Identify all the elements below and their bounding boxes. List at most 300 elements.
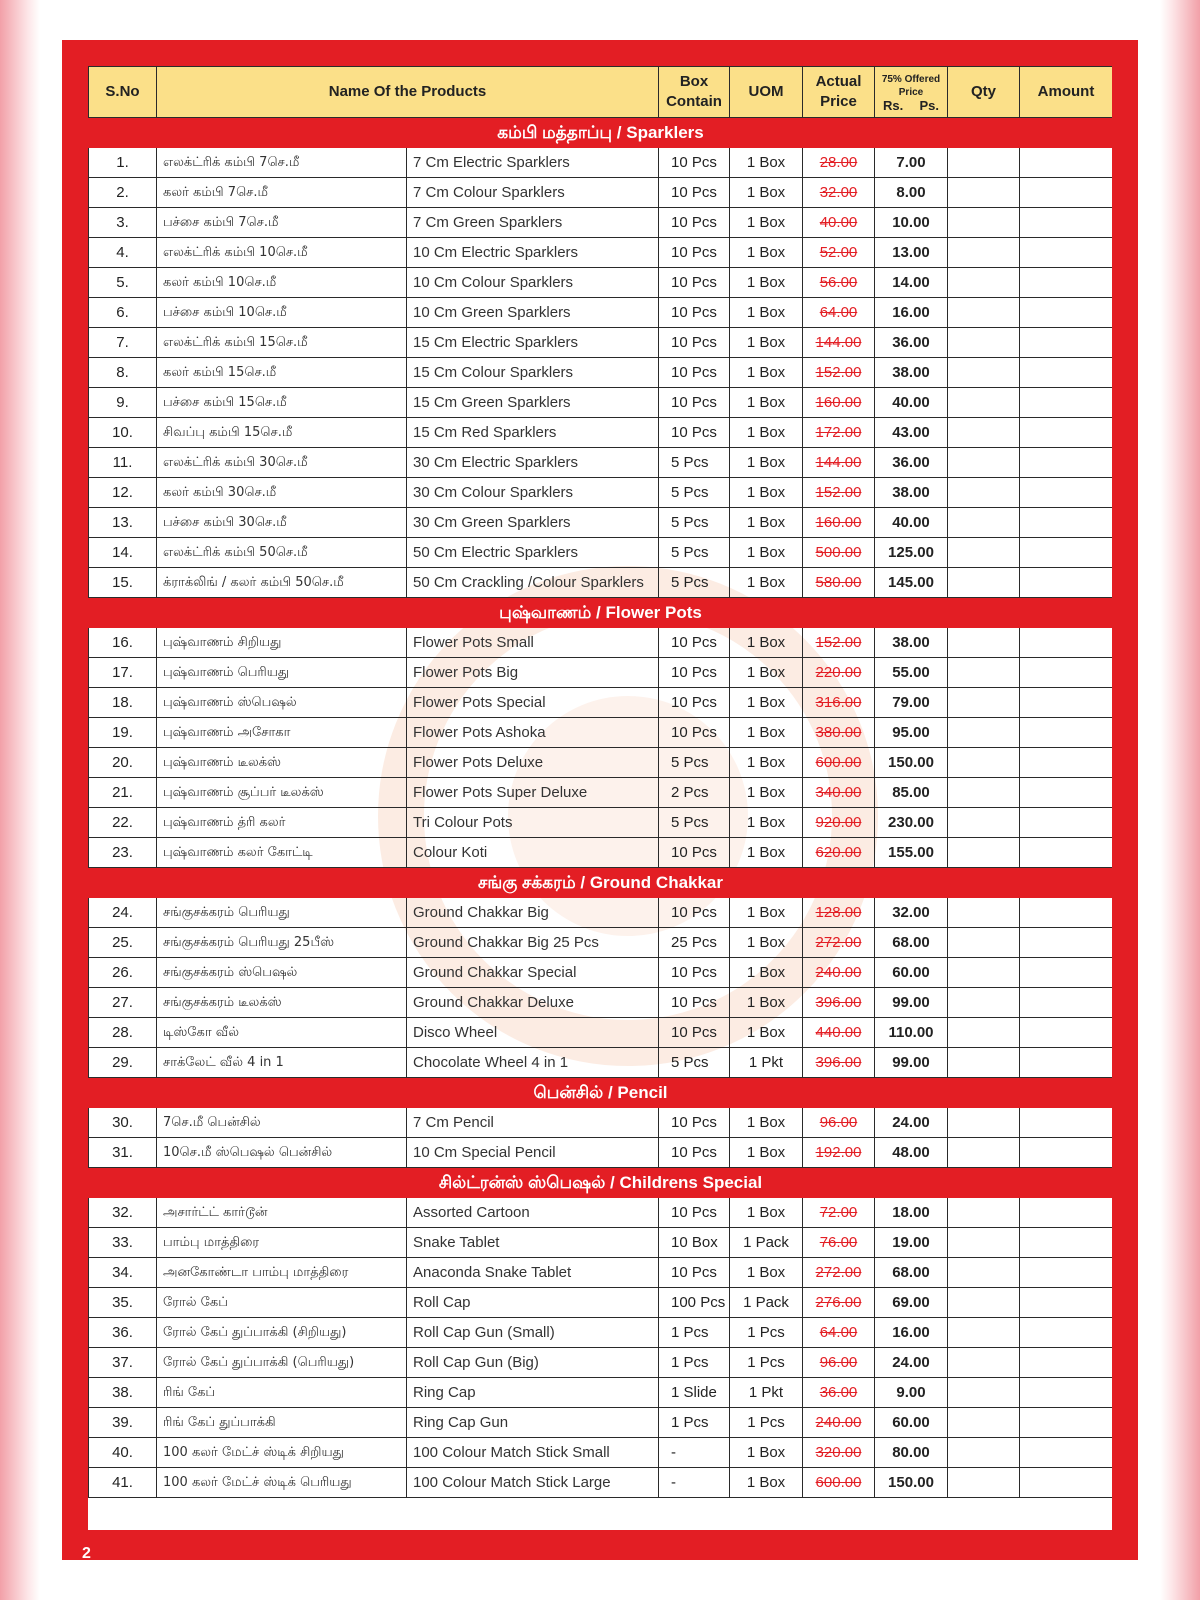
amount-cell[interactable] <box>1020 238 1113 268</box>
box-contain: 100 Pcs <box>659 1288 730 1318</box>
amount-cell[interactable] <box>1020 1438 1113 1468</box>
offered-price: 19.00 <box>875 1228 948 1258</box>
uom: 1 Box <box>730 568 803 598</box>
uom: 1 Box <box>730 208 803 238</box>
product-name-tamil: ரோல் கேப் துப்பாக்கி (சிறியது) <box>157 1318 407 1348</box>
product-name-tamil: ரோல் கேப் துப்பாக்கி (பெரியது) <box>157 1348 407 1378</box>
product-name-english: Ground Chakkar Big <box>407 898 659 928</box>
amount-cell[interactable] <box>1020 298 1113 328</box>
actual-price: 96.00 <box>803 1108 875 1138</box>
product-name-english: Roll Cap Gun (Small) <box>407 1318 659 1348</box>
amount-cell[interactable] <box>1020 748 1113 778</box>
uom: 1 Box <box>730 508 803 538</box>
box-contain: 10 Pcs <box>659 1258 730 1288</box>
uom: 1 Box <box>730 298 803 328</box>
product-name-english: 15 Cm Green Sparklers <box>407 388 659 418</box>
box-contain: 25 Pcs <box>659 928 730 958</box>
table-row <box>89 1228 1113 1258</box>
serial-number: 20. <box>89 748 157 778</box>
serial-number: 38. <box>89 1378 157 1408</box>
qty-cell[interactable] <box>948 1288 1020 1318</box>
box-contain: 10 Pcs <box>659 178 730 208</box>
product-name-tamil: புஷ்வாணம் சூப்பர் டீலக்ஸ் <box>157 778 407 808</box>
product-name-tamil: எலக்ட்ரிக் கம்பி 15செ.மீ <box>157 328 407 358</box>
header-sno: S.No <box>89 67 157 118</box>
serial-number: 12. <box>89 478 157 508</box>
offered-price: 125.00 <box>875 538 948 568</box>
amount-cell[interactable] <box>1020 718 1113 748</box>
box-contain: 10 Pcs <box>659 298 730 328</box>
box-contain: 5 Pcs <box>659 1048 730 1078</box>
product-name-english: Snake Tablet <box>407 1228 659 1258</box>
serial-number: 1. <box>89 148 157 178</box>
offered-price: 38.00 <box>875 358 948 388</box>
qty-cell[interactable] <box>948 778 1020 808</box>
amount-cell[interactable] <box>1020 418 1113 448</box>
serial-number: 21. <box>89 778 157 808</box>
actual-price: 240.00 <box>803 1408 875 1438</box>
serial-number: 26. <box>89 958 157 988</box>
box-contain: - <box>659 1468 730 1498</box>
actual-price: 72.00 <box>803 1198 875 1228</box>
uom: 1 Box <box>730 1258 803 1288</box>
product-name-tamil: ரிங் கேப் துப்பாக்கி <box>157 1408 407 1438</box>
box-contain: 10 Pcs <box>659 838 730 868</box>
product-name-english: 30 Cm Electric Sparklers <box>407 448 659 478</box>
qty-cell[interactable] <box>948 1318 1020 1348</box>
table-row <box>89 1048 1113 1078</box>
qty-cell[interactable] <box>948 838 1020 868</box>
qty-cell[interactable] <box>948 1048 1020 1078</box>
qty-cell[interactable] <box>948 718 1020 748</box>
box-contain: 10 Box <box>659 1228 730 1258</box>
uom: 1 Box <box>730 718 803 748</box>
actual-price: 316.00 <box>803 688 875 718</box>
uom: 1 Box <box>730 658 803 688</box>
product-name-english: 7 Cm Electric Sparklers <box>407 148 659 178</box>
offered-price: 48.00 <box>875 1138 948 1168</box>
qty-cell[interactable] <box>948 478 1020 508</box>
amount-cell[interactable] <box>1020 658 1113 688</box>
section-title: பென்சில் / Pencil <box>89 1078 1113 1108</box>
uom: 1 Box <box>730 178 803 208</box>
uom: 1 Pack <box>730 1228 803 1258</box>
table-row <box>89 898 1113 928</box>
serial-number: 5. <box>89 268 157 298</box>
qty-cell[interactable] <box>948 658 1020 688</box>
offered-price: 40.00 <box>875 508 948 538</box>
qty-cell[interactable] <box>948 568 1020 598</box>
product-name-english: Flower Pots Special <box>407 688 659 718</box>
box-contain: 10 Pcs <box>659 628 730 658</box>
offered-price: 24.00 <box>875 1108 948 1138</box>
amount-cell[interactable] <box>1020 568 1113 598</box>
serial-number: 2. <box>89 178 157 208</box>
section-title: புஷ்வாணம் / Flower Pots <box>89 598 1113 628</box>
table-row <box>89 1258 1113 1288</box>
amount-cell[interactable] <box>1020 538 1113 568</box>
product-name-english: 15 Cm Red Sparklers <box>407 418 659 448</box>
offered-price: 80.00 <box>875 1438 948 1468</box>
qty-cell[interactable] <box>948 178 1020 208</box>
product-name-tamil: 10செ.மீ ஸ்பெஷல் பென்சில் <box>157 1138 407 1168</box>
amount-cell[interactable] <box>1020 1468 1113 1498</box>
product-name-english: Roll Cap Gun (Big) <box>407 1348 659 1378</box>
product-name-english: Flower Pots Big <box>407 658 659 688</box>
qty-cell[interactable] <box>948 448 1020 478</box>
offered-price: 14.00 <box>875 268 948 298</box>
product-name-tamil: புஷ்வாணம் கலர் கோட்டி <box>157 838 407 868</box>
amount-cell[interactable] <box>1020 958 1113 988</box>
amount-cell[interactable] <box>1020 178 1113 208</box>
section-header <box>89 598 1113 628</box>
offered-price: 85.00 <box>875 778 948 808</box>
product-name-english: 100 Colour Match Stick Large <box>407 1468 659 1498</box>
table-row <box>89 958 1113 988</box>
header-qty: Qty <box>948 67 1020 118</box>
qty-cell[interactable] <box>948 628 1020 658</box>
product-name-english: 30 Cm Colour Sparklers <box>407 478 659 508</box>
serial-number: 4. <box>89 238 157 268</box>
amount-cell[interactable] <box>1020 1228 1113 1258</box>
table-row <box>89 628 1113 658</box>
box-contain: 5 Pcs <box>659 748 730 778</box>
section-header <box>89 1168 1113 1198</box>
product-name-english: 10 Cm Special Pencil <box>407 1138 659 1168</box>
table-row <box>89 1018 1113 1048</box>
header-product-name: Name Of the Products <box>157 67 659 118</box>
serial-number: 27. <box>89 988 157 1018</box>
uom: 1 Box <box>730 898 803 928</box>
qty-cell[interactable] <box>948 1198 1020 1228</box>
box-contain: 1 Pcs <box>659 1318 730 1348</box>
product-name-tamil: புஷ்வாணம் ஸ்பெஷல் <box>157 688 407 718</box>
table-row <box>89 1408 1113 1438</box>
box-contain: 2 Pcs <box>659 778 730 808</box>
amount-cell[interactable] <box>1020 148 1113 178</box>
uom: 1 Box <box>730 1438 803 1468</box>
amount-cell[interactable] <box>1020 838 1113 868</box>
uom: 1 Pack <box>730 1288 803 1318</box>
table-row <box>89 478 1113 508</box>
left-edge-shadow <box>0 0 40 1600</box>
actual-price: 272.00 <box>803 928 875 958</box>
uom: 1 Box <box>730 358 803 388</box>
page-number: 2 <box>82 1545 91 1562</box>
qty-cell[interactable] <box>948 238 1020 268</box>
product-name-tamil: சாக்லேட் வீல் 4 in 1 <box>157 1048 407 1078</box>
uom: 1 Box <box>730 268 803 298</box>
serial-number: 28. <box>89 1018 157 1048</box>
product-name-tamil: பச்சை கம்பி 15செ.மீ <box>157 388 407 418</box>
amount-cell[interactable] <box>1020 628 1113 658</box>
box-contain: 10 Pcs <box>659 328 730 358</box>
qty-cell[interactable] <box>948 688 1020 718</box>
product-name-english: Assorted Cartoon <box>407 1198 659 1228</box>
header-amount: Amount <box>1020 67 1113 118</box>
product-name-english: 10 Cm Green Sparklers <box>407 298 659 328</box>
serial-number: 8. <box>89 358 157 388</box>
product-name-tamil: கலர் கம்பி 30செ.மீ <box>157 478 407 508</box>
uom: 1 Box <box>730 148 803 178</box>
box-contain: 10 Pcs <box>659 358 730 388</box>
serial-number: 40. <box>89 1438 157 1468</box>
actual-price: 320.00 <box>803 1438 875 1468</box>
amount-cell[interactable] <box>1020 928 1113 958</box>
actual-price: 240.00 <box>803 958 875 988</box>
product-name-tamil: சங்குசக்கரம் பெரியது 25பீஸ் <box>157 928 407 958</box>
offered-price: 36.00 <box>875 448 948 478</box>
table-row <box>89 1108 1113 1138</box>
box-contain: 10 Pcs <box>659 148 730 178</box>
qty-cell[interactable] <box>948 418 1020 448</box>
uom: 1 Pcs <box>730 1408 803 1438</box>
uom: 1 Box <box>730 1138 803 1168</box>
actual-price: 396.00 <box>803 1048 875 1078</box>
product-name-tamil: க்ராக்லிங் / கலர் கம்பி 50செ.மீ <box>157 568 407 598</box>
offered-price: 38.00 <box>875 478 948 508</box>
product-name-tamil: புஷ்வாணம் சிறியது <box>157 628 407 658</box>
qty-cell[interactable] <box>948 988 1020 1018</box>
table-row <box>89 1438 1113 1468</box>
actual-price: 56.00 <box>803 268 875 298</box>
qty-cell[interactable] <box>948 1468 1020 1498</box>
product-name-english: 15 Cm Electric Sparklers <box>407 328 659 358</box>
section-title: கம்பி மத்தாப்பு / Sparklers <box>89 118 1113 148</box>
actual-price: 920.00 <box>803 808 875 838</box>
amount-cell[interactable] <box>1020 508 1113 538</box>
product-name-tamil: பச்சை கம்பி 10செ.மீ <box>157 298 407 328</box>
product-name-tamil: ரோல் கேப் <box>157 1288 407 1318</box>
actual-price: 276.00 <box>803 1288 875 1318</box>
serial-number: 36. <box>89 1318 157 1348</box>
header-box-contain: Box Contain <box>659 67 730 118</box>
table-row <box>89 1138 1113 1168</box>
product-name-english: Flower Pots Deluxe <box>407 748 659 778</box>
product-name-english: Roll Cap <box>407 1288 659 1318</box>
qty-cell[interactable] <box>948 1438 1020 1468</box>
qty-cell[interactable] <box>948 928 1020 958</box>
amount-cell[interactable] <box>1020 778 1113 808</box>
table-row <box>89 1378 1113 1408</box>
product-name-tamil: 100 கலர் மேட்ச் ஸ்டிக் பெரியது <box>157 1468 407 1498</box>
actual-price: 64.00 <box>803 298 875 328</box>
box-contain: 10 Pcs <box>659 208 730 238</box>
product-name-tamil: புஷ்வாணம் த்ரி கலர் <box>157 808 407 838</box>
qty-cell[interactable] <box>948 328 1020 358</box>
amount-cell[interactable] <box>1020 208 1113 238</box>
box-contain: 10 Pcs <box>659 1198 730 1228</box>
table-row <box>89 1468 1113 1498</box>
uom: 1 Box <box>730 478 803 508</box>
actual-price: 220.00 <box>803 658 875 688</box>
qty-cell[interactable] <box>948 1138 1020 1168</box>
amount-cell[interactable] <box>1020 478 1113 508</box>
table-row <box>89 988 1113 1018</box>
box-contain: 10 Pcs <box>659 1108 730 1138</box>
box-contain: 10 Pcs <box>659 658 730 688</box>
amount-cell[interactable] <box>1020 1198 1113 1228</box>
qty-cell[interactable] <box>948 1348 1020 1378</box>
amount-cell[interactable] <box>1020 358 1113 388</box>
offered-price: 230.00 <box>875 808 948 838</box>
amount-cell[interactable] <box>1020 1408 1113 1438</box>
product-name-tamil: டிஸ்கோ வீல் <box>157 1018 407 1048</box>
serial-number: 31. <box>89 1138 157 1168</box>
product-name-english: 10 Cm Colour Sparklers <box>407 268 659 298</box>
actual-price: 500.00 <box>803 538 875 568</box>
qty-cell[interactable] <box>948 808 1020 838</box>
box-contain: 10 Pcs <box>659 268 730 298</box>
product-name-tamil: அனகோண்டா பாம்பு மாத்திரை <box>157 1258 407 1288</box>
qty-cell[interactable] <box>948 148 1020 178</box>
offered-price: 43.00 <box>875 418 948 448</box>
qty-cell[interactable] <box>948 268 1020 298</box>
offered-price: 10.00 <box>875 208 948 238</box>
uom: 1 Box <box>730 388 803 418</box>
amount-cell[interactable] <box>1020 898 1113 928</box>
serial-number: 17. <box>89 658 157 688</box>
qty-cell[interactable] <box>948 208 1020 238</box>
amount-cell[interactable] <box>1020 1348 1113 1378</box>
serial-number: 24. <box>89 898 157 928</box>
price-list-frame <box>62 40 1138 1560</box>
amount-cell[interactable] <box>1020 688 1113 718</box>
amount-cell[interactable] <box>1020 1108 1113 1138</box>
actual-price: 152.00 <box>803 358 875 388</box>
offered-price: 60.00 <box>875 1408 948 1438</box>
box-contain: 10 Pcs <box>659 1018 730 1048</box>
actual-price: 32.00 <box>803 178 875 208</box>
amount-cell[interactable] <box>1020 328 1113 358</box>
qty-cell[interactable] <box>948 388 1020 418</box>
serial-number: 19. <box>89 718 157 748</box>
uom: 1 Box <box>730 748 803 778</box>
amount-cell[interactable] <box>1020 1048 1113 1078</box>
amount-cell[interactable] <box>1020 1138 1113 1168</box>
product-name-english: Ground Chakkar Deluxe <box>407 988 659 1018</box>
uom: 1 Box <box>730 778 803 808</box>
box-contain: 10 Pcs <box>659 898 730 928</box>
serial-number: 41. <box>89 1468 157 1498</box>
header-actual-price: Actual Price <box>803 67 875 118</box>
box-contain: 5 Pcs <box>659 448 730 478</box>
uom: 1 Pcs <box>730 1318 803 1348</box>
amount-cell[interactable] <box>1020 448 1113 478</box>
offered-price: 13.00 <box>875 238 948 268</box>
actual-price: 440.00 <box>803 1018 875 1048</box>
qty-cell[interactable] <box>948 898 1020 928</box>
product-name-tamil: எலக்ட்ரிக் கம்பி 7செ.மீ <box>157 148 407 178</box>
qty-cell[interactable] <box>948 538 1020 568</box>
qty-cell[interactable] <box>948 748 1020 778</box>
table-row <box>89 748 1113 778</box>
product-name-english: 30 Cm Green Sparklers <box>407 508 659 538</box>
box-contain: 5 Pcs <box>659 538 730 568</box>
product-name-tamil: 7செ.மீ பென்சில் <box>157 1108 407 1138</box>
product-name-tamil: ரிங் கேப் <box>157 1378 407 1408</box>
qty-cell[interactable] <box>948 1378 1020 1408</box>
amount-cell[interactable] <box>1020 1018 1113 1048</box>
table-header-row <box>89 67 1113 118</box>
qty-cell[interactable] <box>948 358 1020 388</box>
amount-cell[interactable] <box>1020 1288 1113 1318</box>
table-row <box>89 238 1113 268</box>
offered-price: 145.00 <box>875 568 948 598</box>
uom: 1 Box <box>730 958 803 988</box>
table-row <box>89 808 1113 838</box>
product-name-english: Flower Pots Ashoka <box>407 718 659 748</box>
actual-price: 172.00 <box>803 418 875 448</box>
table-row <box>89 388 1113 418</box>
qty-cell[interactable] <box>948 1228 1020 1258</box>
serial-number: 11. <box>89 448 157 478</box>
uom: 1 Pkt <box>730 1378 803 1408</box>
actual-price: 600.00 <box>803 1468 875 1498</box>
offered-price: 110.00 <box>875 1018 948 1048</box>
serial-number: 30. <box>89 1108 157 1138</box>
product-name-english: Flower Pots Super Deluxe <box>407 778 659 808</box>
qty-cell[interactable] <box>948 958 1020 988</box>
amount-cell[interactable] <box>1020 1378 1113 1408</box>
amount-cell[interactable] <box>1020 808 1113 838</box>
qty-cell[interactable] <box>948 1258 1020 1288</box>
qty-cell[interactable] <box>948 1108 1020 1138</box>
serial-number: 3. <box>89 208 157 238</box>
serial-number: 35. <box>89 1288 157 1318</box>
qty-cell[interactable] <box>948 508 1020 538</box>
qty-cell[interactable] <box>948 1018 1020 1048</box>
actual-price: 580.00 <box>803 568 875 598</box>
box-contain: 1 Pcs <box>659 1408 730 1438</box>
offered-price: 7.00 <box>875 148 948 178</box>
amount-cell[interactable] <box>1020 1258 1113 1288</box>
serial-number: 34. <box>89 1258 157 1288</box>
amount-cell[interactable] <box>1020 388 1113 418</box>
uom: 1 Box <box>730 538 803 568</box>
box-contain: - <box>659 1438 730 1468</box>
actual-price: 76.00 <box>803 1228 875 1258</box>
table-row <box>89 208 1113 238</box>
serial-number: 29. <box>89 1048 157 1078</box>
product-name-tamil: புஷ்வாணம் பெரியது <box>157 658 407 688</box>
amount-cell[interactable] <box>1020 988 1113 1018</box>
uom: 1 Box <box>730 418 803 448</box>
qty-cell[interactable] <box>948 1408 1020 1438</box>
product-name-english: Tri Colour Pots <box>407 808 659 838</box>
actual-price: 272.00 <box>803 1258 875 1288</box>
product-name-tamil: கலர் கம்பி 7செ.மீ <box>157 178 407 208</box>
table-row <box>89 1318 1113 1348</box>
serial-number: 10. <box>89 418 157 448</box>
product-name-tamil: கலர் கம்பி 10செ.மீ <box>157 268 407 298</box>
product-name-tamil: எலக்ட்ரிக் கம்பி 10செ.மீ <box>157 238 407 268</box>
serial-number: 6. <box>89 298 157 328</box>
amount-cell[interactable] <box>1020 1318 1113 1348</box>
amount-cell[interactable] <box>1020 268 1113 298</box>
serial-number: 23. <box>89 838 157 868</box>
offered-price: 16.00 <box>875 1318 948 1348</box>
qty-cell[interactable] <box>948 298 1020 328</box>
actual-price: 620.00 <box>803 838 875 868</box>
product-name-english: 7 Cm Colour Sparklers <box>407 178 659 208</box>
product-name-english: Ground Chakkar Special <box>407 958 659 988</box>
table-row <box>89 718 1113 748</box>
section-header <box>89 868 1113 898</box>
offered-price: 40.00 <box>875 388 948 418</box>
serial-number: 18. <box>89 688 157 718</box>
table-row <box>89 928 1113 958</box>
